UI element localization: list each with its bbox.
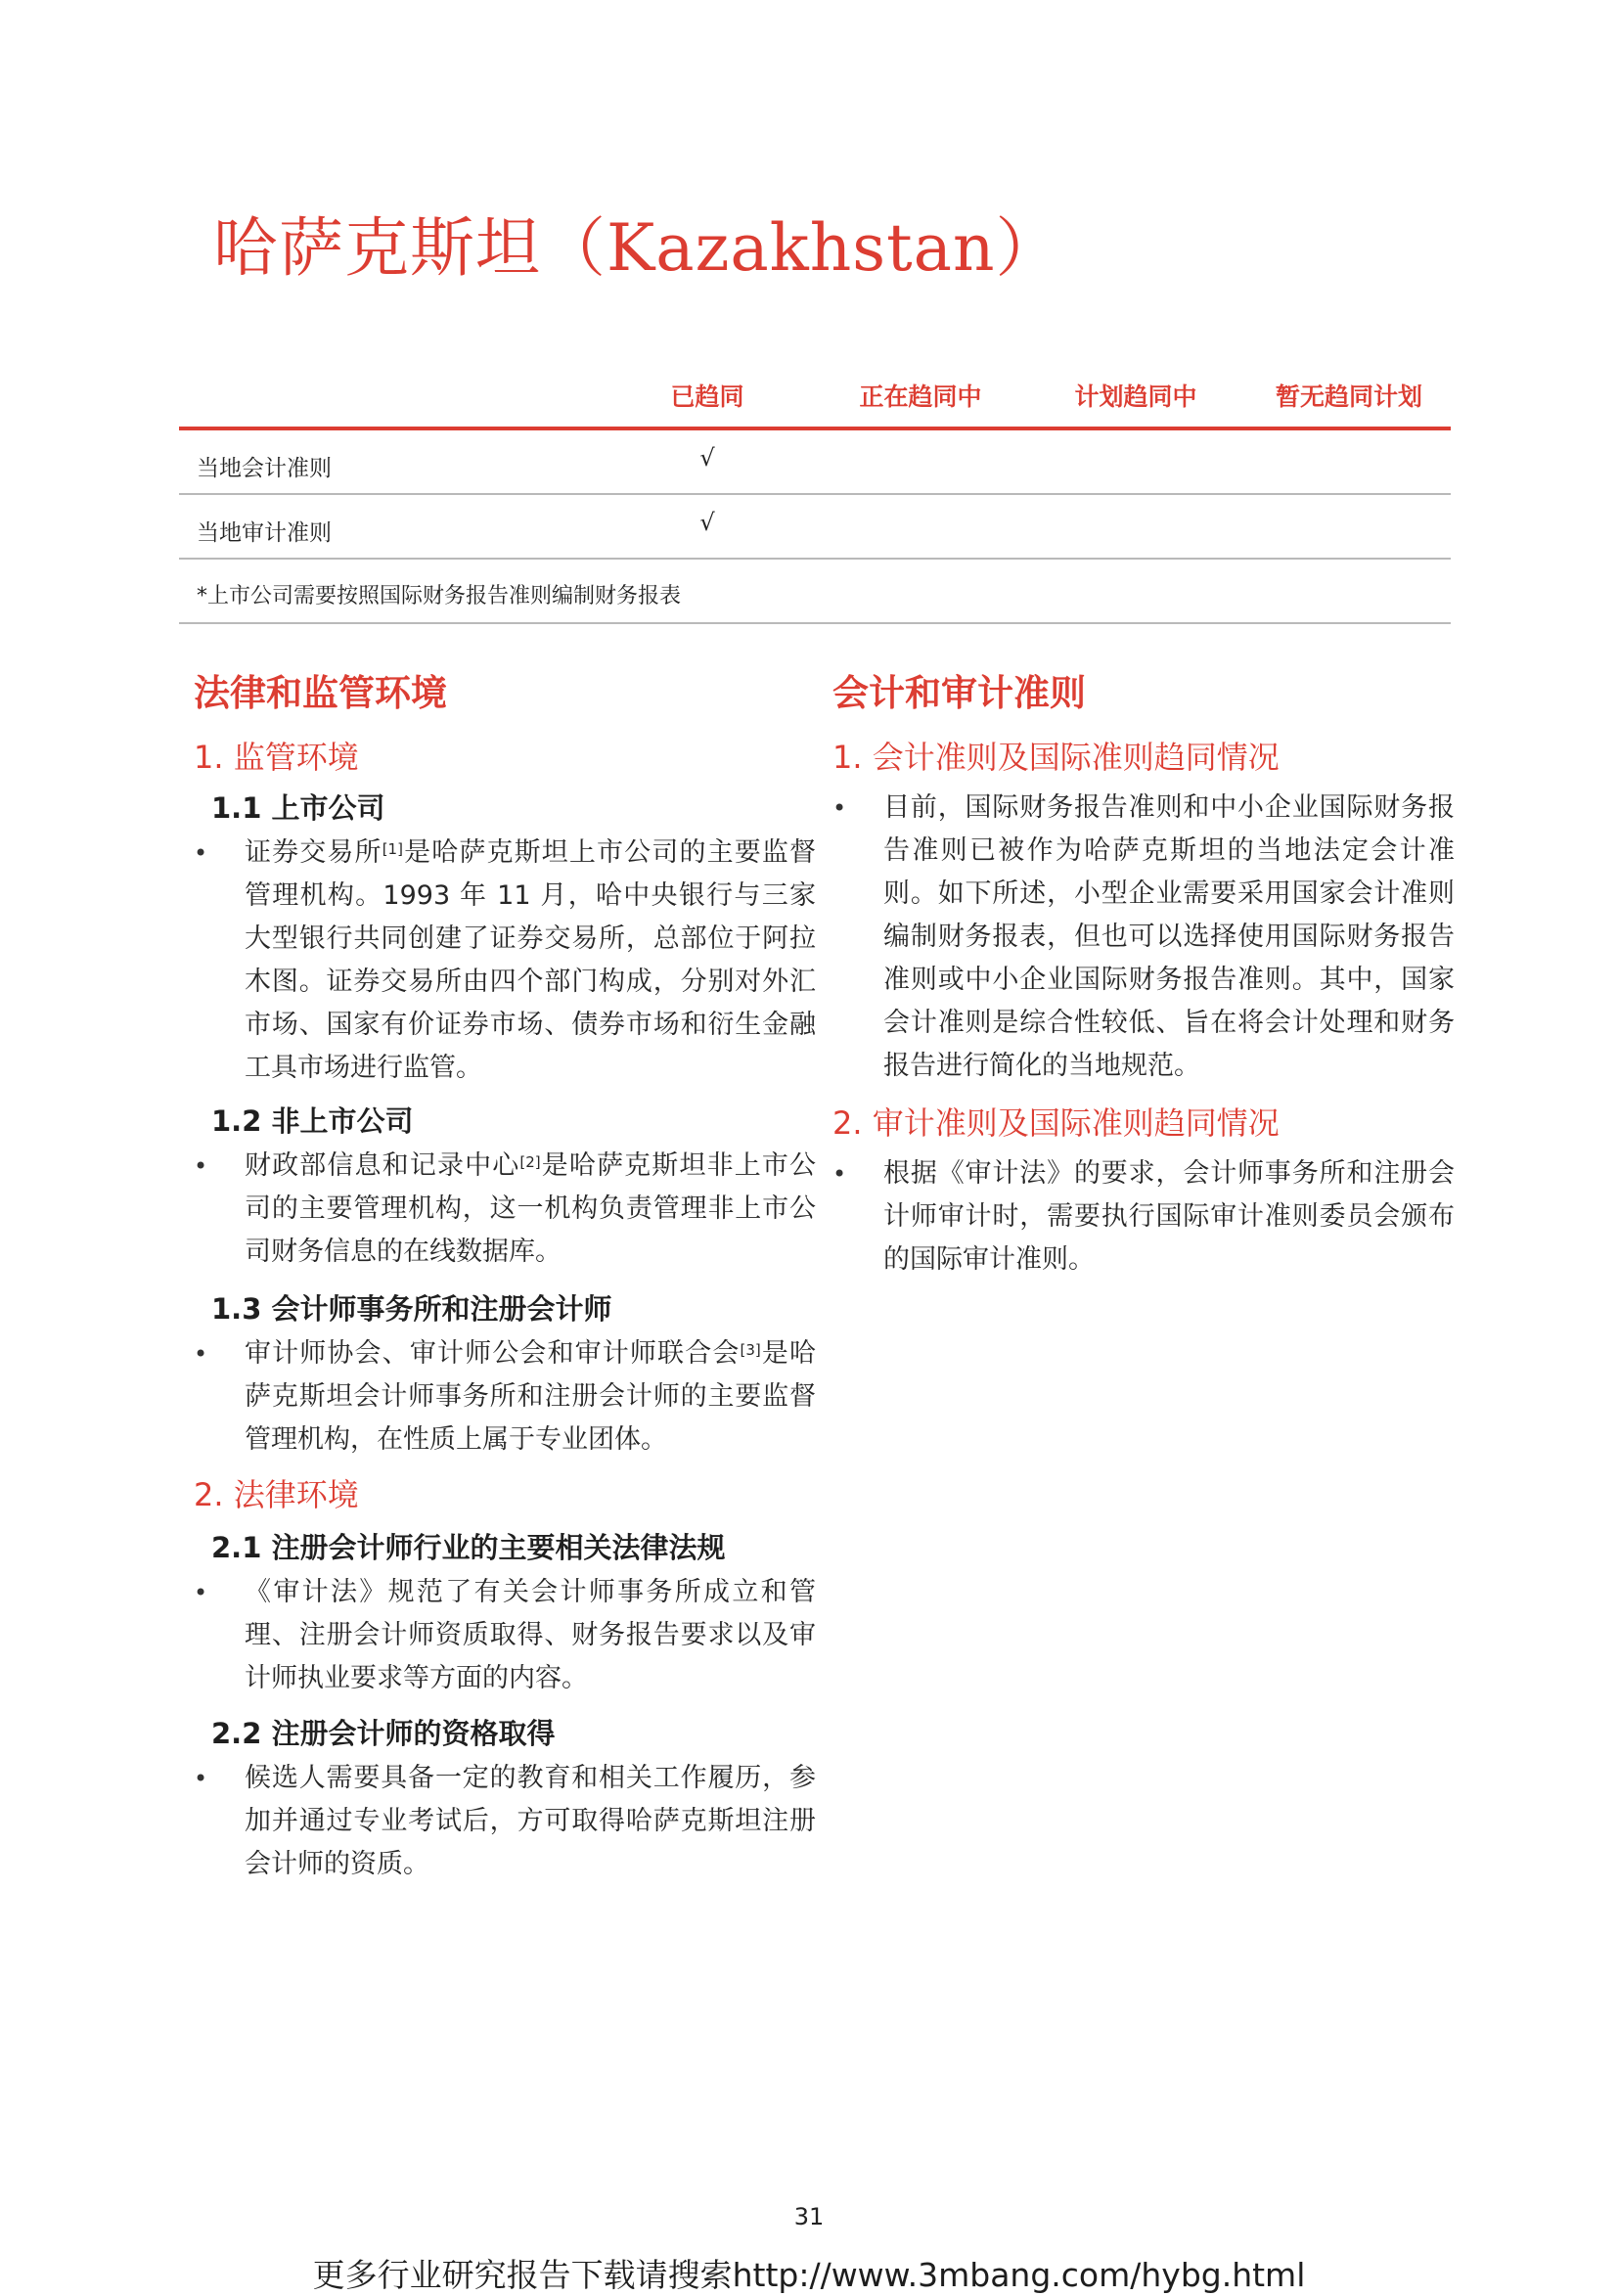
footer-download-link[interactable]: 更多行业研究报告下载请搜索http://www.3mbang.com/hybg.html [312, 2256, 1306, 2294]
column-header-no-plan: 暂无趋同计划 [1275, 383, 1423, 411]
bullet-icon: • [194, 1152, 208, 1180]
row-label-accounting: 当地会计准则 [197, 456, 332, 481]
paragraph-qualification: 候选人需要具备一定的教育和相关工作履历，参加并通过专业考试后，方可取得哈萨克斯坦注册会计师的资质。 [245, 1763, 816, 1879]
bullet-icon: • [194, 839, 208, 867]
section-heading-standards: 会计和审计准则 [832, 672, 1086, 714]
check-mark: √ [699, 444, 715, 472]
footnote-ref-1: [1] [382, 840, 403, 858]
page-title: 哈萨克斯坦（Kazakhstan） [213, 210, 1061, 286]
bullet-icon: • [832, 1160, 847, 1188]
list-item [194, 1757, 820, 1886]
check-mark: √ [699, 509, 715, 536]
page-number: 31 [793, 2203, 825, 2230]
table-row [179, 495, 1451, 560]
column-header-converged: 已趋同 [670, 383, 744, 411]
left-column [194, 669, 820, 1886]
list-item [194, 1571, 820, 1700]
table-footnote: *上市公司需要按照国际财务报告准则编制财务报表 [197, 584, 682, 608]
list-item [832, 787, 1459, 1088]
list-item [194, 1332, 820, 1462]
laws-heading: 2.1 注册会计师行业的主要相关法律法规 [211, 1531, 726, 1564]
convergence-table [179, 364, 1451, 624]
bullet-icon: • [194, 1579, 208, 1606]
qualification-heading: 2.2 注册会计师的资格取得 [211, 1717, 556, 1750]
footnote-ref-3: [3] [740, 1341, 761, 1359]
bullet-icon: • [194, 1340, 208, 1368]
paragraph-laws: 《审计法》规范了有关会计师事务所成立和管理、注册会计师资质取得、财务报告要求以及审计师执业要求等方面的内容。 [245, 1577, 816, 1693]
subsection-accounting-heading: 1. 会计准则及国际准则趋同情况 [832, 739, 1280, 776]
list-item [194, 1145, 820, 1274]
paragraph-unlisted: 财政部信息和记录中心[2]是哈萨克斯坦非上市公司的主要管理机构，这一机构负责管理非上市公司财务信息的在线数据库。 [245, 1150, 816, 1267]
paragraph-auditing: 根据《审计法》的要求，会计师事务所和注册会计师审计时，需要执行国际审计准则委员会颁布的国际审计准则。 [883, 1158, 1455, 1275]
paragraph-listed: 证券交易所[1]是哈萨克斯坦上市公司的主要监督管理机构。1993 年 11 月，哈中央银行与三家大型银行共同创建了证券交易所，总部位于阿拉木图。证券交易所由四个部门构成，分别对外汇市场、国家有价证券市场、债券市场和衍生金融工具市场进行监管。 [245, 837, 816, 1083]
column-header-converging: 正在趋同中 [859, 383, 982, 411]
bullet-icon: • [832, 794, 847, 822]
table-row [179, 430, 1451, 495]
column-header-planned: 计划趋同中 [1074, 383, 1197, 411]
paragraph-accounting: 目前，国际财务报告准则和中小企业国际财务报告准则已被作为哈萨克斯坦的当地法定会计准则。如下所述，小型企业需要采用国家会计准则编制财务报表，但也可以选择使用国际财务报告准则或中小企业国际财务报告准则。其中，国家会计准则是综合性较低、旨在将会计处理和财务报告进行简化的当地规范。 [883, 792, 1455, 1081]
row-label-auditing: 当地审计准则 [197, 520, 332, 546]
firms-and-cpas-heading: 1.3 会计师事务所和注册会计师 [211, 1292, 612, 1326]
section-heading-legal: 法律和监管环境 [194, 672, 447, 714]
subsection-regulatory-heading: 1. 监管环境 [194, 739, 359, 776]
list-item [194, 832, 820, 1090]
unlisted-companies-heading: 1.2 非上市公司 [211, 1104, 414, 1138]
paragraph-firms: 审计师协会、审计师公会和审计师联合会[3]是哈萨克斯坦会计师事务所和注册会计师的主要监督管理机构，在性质上属于专业团体。 [245, 1338, 817, 1455]
bullet-icon: • [194, 1765, 208, 1792]
convergence-table-header [179, 364, 1451, 427]
listed-companies-heading: 1.1 上市公司 [211, 791, 385, 825]
footnote-ref-2: [2] [519, 1153, 541, 1171]
subsection-legal-heading: 2. 法律环境 [194, 1476, 359, 1513]
right-column [832, 669, 1459, 1282]
subsection-auditing-heading: 2. 审计准则及国际准则趋同情况 [832, 1104, 1280, 1142]
list-item [832, 1152, 1459, 1282]
table-note-row [179, 560, 1451, 624]
